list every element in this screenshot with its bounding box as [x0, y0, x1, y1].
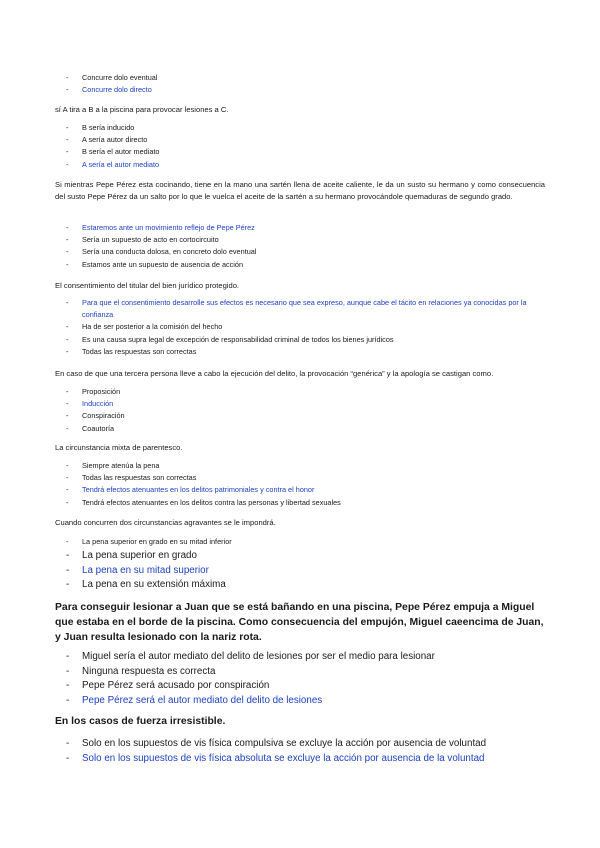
option: - Conspiración — [66, 411, 125, 421]
option-correct: - La pena en su mitad superior — [66, 564, 209, 576]
option: - Todas las respuestas son correctas — [66, 346, 197, 356]
option-text: Ha de ser posterior a la comisión del hecho — [82, 322, 223, 332]
option: - Concurre dolo eventual — [66, 73, 158, 82]
option-text: Para que el consentimiento desarrolle sus efectos es necesario que sea expreso, aunque cabe el tácito en relaciones ya conocidas por la confianza — [82, 298, 527, 320]
option: - La pena superior en grado — [66, 550, 197, 561]
question-6: Cuando concurren dos circunstancias agravantes se le impondrá. — [55, 518, 276, 527]
options-list-7 — [66, 650, 546, 708]
option-text: La pena superior en grado — [82, 550, 197, 561]
question-2: Si mientras Pepe Pérez esta cocinando, tiene en la mano una sartén llena de aceite caliente, le da un susto su hermano y como consecuencia del susto Pepe Pérez da un salto por lo que le vuelca el aceite de la sartén a su hermano provocándole quemaduras de segundo grado. — [55, 180, 545, 201]
options-list-5 — [66, 460, 546, 509]
options-list-6a — [66, 536, 546, 548]
option-correct: - Estaremos ante un movimiento reflejo de Pepe Pérez — [66, 223, 255, 232]
option-text: B sería inducido — [82, 123, 135, 132]
option: - Proposición — [66, 387, 121, 396]
option-text: Pepe Pérez será el autor mediato del delito de lesiones — [82, 694, 323, 706]
option: - Coautoría — [66, 423, 115, 433]
option: - B sería el autor mediato — [66, 147, 160, 157]
options-list-1 — [66, 122, 546, 171]
option-text: Siempre atenúa la pena — [82, 461, 160, 470]
option-text: Conspiración — [82, 411, 125, 421]
question-4: En caso de que una tercera persona lleve a cabo la ejecución del delito, la provocación “genérica” y la apología se castigan como. — [55, 369, 494, 378]
option-text: Tendrá efectos atenuantes en los delitos contra las personas y libertad sexuales — [82, 497, 341, 507]
options-list-2 — [66, 222, 546, 271]
option: - Solo en los supuestos de vis física compulsiva se excluye la acción por ausencia de voluntad — [66, 738, 487, 749]
option-text: Estaremos ante un movimiento reflejo de Pepe Pérez — [82, 223, 255, 232]
option-text: B sería el autor mediato — [82, 147, 160, 157]
option-text: A sería el autor mediato — [82, 159, 160, 169]
option-text: Solo en los supuestos de vis física absoluta se excluye la acción por ausencia de la voluntad — [82, 752, 485, 764]
option: - Miguel sería el autor mediato del delito de lesiones por ser el medio para lesionar — [66, 651, 435, 662]
question-1: sí A tira a B a la piscina para provocar lesiones a C. — [55, 105, 229, 114]
option-text: Solo en los supuestos de vis física compulsiva se excluye la acción por ausencia de voluntad — [82, 738, 487, 749]
options-list-4 — [66, 386, 546, 435]
option-text: Es una causa supra legal de excepción de responsabilidad criminal de todos los bienes jurídicos — [82, 334, 394, 344]
option-text: Sería una conducta dolosa, en concreto dolo eventual — [82, 247, 257, 257]
option-text: Todas las respuestas son correctas — [82, 346, 197, 356]
option-text: Concurre dolo eventual — [82, 73, 158, 82]
options-list-3 — [66, 297, 546, 358]
question-7: Para conseguir lesionar a Juan que se está bañando en una piscina, Pepe Pérez empuja a Miguel que estaba en el borde de la piscina. Como consecuencia del empujón, Miguel caeencima de Juan, y Juan resulta lesionado con la nariz rota. — [55, 602, 544, 643]
option: - Es una causa supra legal de excepción de responsabilidad criminal de todos los bienes jurídicos — [66, 334, 394, 344]
option-text: A sería autor directo — [82, 135, 148, 145]
option-text: Miguel sería el autor mediato del delito de lesiones por ser el medio para lesionar — [82, 651, 435, 662]
option: - La pena en su extensión máxima — [66, 579, 226, 590]
option-text: Sería un supuesto de acto en cortocircuito — [82, 235, 219, 245]
option-text: Concurre dolo directo — [82, 85, 152, 95]
option-correct: - Solo en los supuestos de vis física absoluta se excluye la acción por ausencia de la voluntad — [66, 752, 485, 764]
options-list-6b — [66, 549, 546, 593]
option-text: La pena en su mitad superior — [82, 564, 209, 576]
option: - Sería un supuesto de acto en cortocircuito — [66, 235, 219, 245]
option-text: Inducción — [82, 399, 114, 409]
option-text: La pena superior en grado en su mitad inferior — [82, 537, 232, 546]
option-text: Coautoría — [82, 423, 115, 433]
option: - Siempre atenúa la pena — [66, 461, 160, 470]
option: - Todas las respuestas son correctas — [66, 473, 197, 483]
options-list-0 — [66, 72, 546, 96]
option-text: La pena en su extensión máxima — [82, 579, 226, 590]
option: - Pepe Pérez será acusado por conspiración — [66, 680, 270, 691]
question-3: El consentimiento del titular del bien jurídico protegido. — [55, 281, 240, 290]
option-correct: - A sería el autor mediato — [66, 159, 160, 169]
question-8: En los casos de fuerza irresistible. — [55, 716, 226, 727]
option-correct: - Concurre dolo directo — [66, 85, 152, 95]
option: - Estamos ante un supuesto de ausencia de acción — [66, 259, 244, 269]
option-correct: - Para que el consentimiento desarrolle sus efectos es necesario que sea expreso, aunque cabe el tácito en relaciones ya conocidas por la confianza — [66, 298, 527, 320]
options-list-8 — [66, 737, 546, 766]
option-text: Estamos ante un supuesto de ausencia de acción — [82, 259, 244, 269]
option-text: Ninguna respuesta es correcta — [82, 665, 216, 677]
option-text: Todas las respuestas son correctas — [82, 473, 197, 483]
option: - Ninguna respuesta es correcta — [66, 665, 216, 677]
option: - B sería inducido — [66, 123, 135, 132]
option: - La pena superior en grado en su mitad inferior — [66, 537, 232, 546]
option: - Ha de ser posterior a la comisión del hecho — [66, 322, 223, 332]
question-5: La circunstancia mixta de parentesco. — [55, 443, 183, 452]
option-correct: - Inducción — [66, 399, 114, 409]
option-text: Proposición — [82, 387, 121, 396]
option-correct: - Pepe Pérez será el autor mediato del delito de lesiones — [66, 694, 323, 706]
option-text: Tendrá efectos atenuantes en los delitos patrimoniales y contra el honor — [82, 485, 315, 495]
option-correct: - Tendrá efectos atenuantes en los delitos patrimoniales y contra el honor — [66, 485, 315, 495]
option: - Sería una conducta dolosa, en concreto dolo eventual — [66, 247, 257, 257]
option: - A sería autor directo — [66, 135, 148, 145]
option: - Tendrá efectos atenuantes en los delitos contra las personas y libertad sexuales — [66, 497, 341, 507]
option-text: Pepe Pérez será acusado por conspiración — [82, 680, 270, 691]
